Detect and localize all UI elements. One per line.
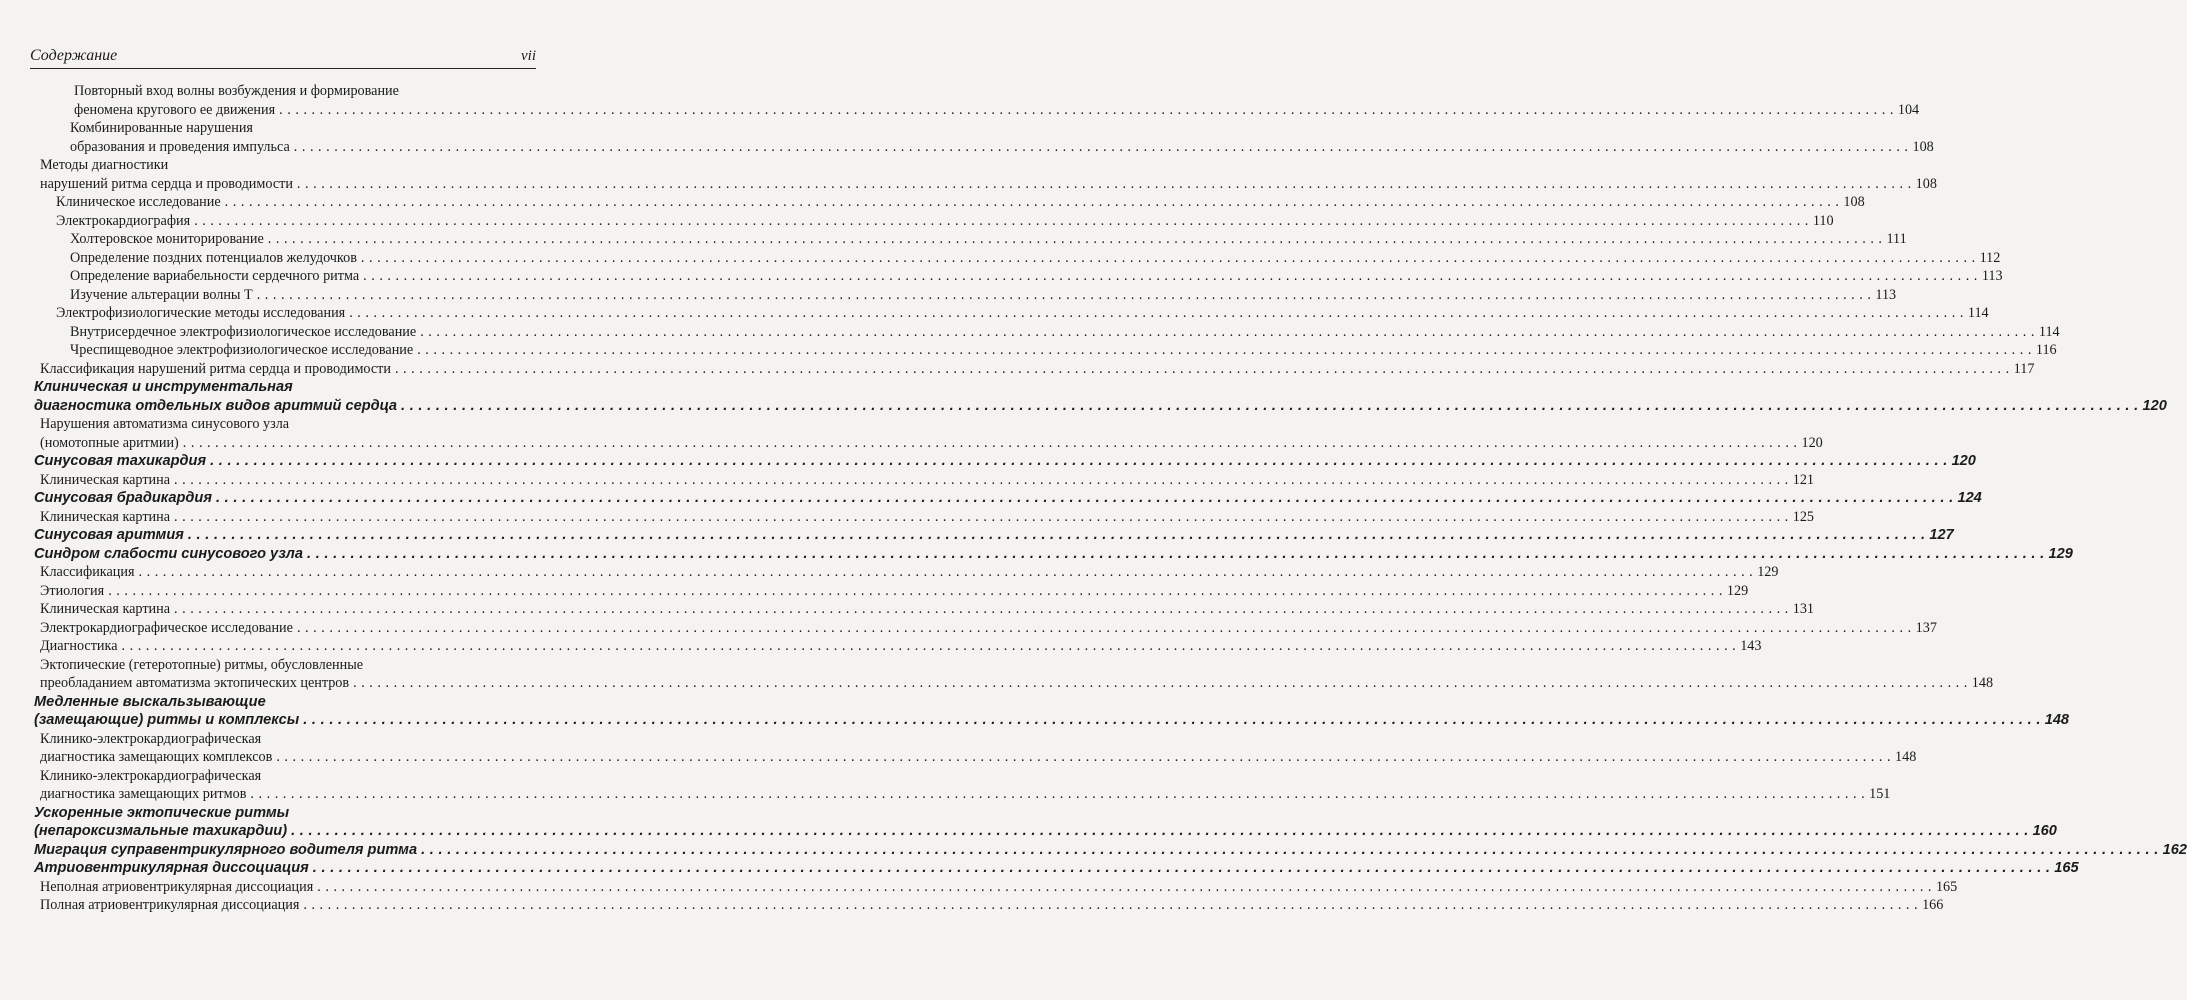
toc-entry-line bbox=[30, 323, 2060, 342]
toc-entry-line bbox=[30, 286, 1897, 305]
dot-leader: . . . . . . . . . . . . . . . . . . . . . . . . . . . . . . . . . . . . . . . . . . . . . . . . . . . . . . . . . . . . . . . . . . . . . . . . . . . . . . . . . . . . . . . . . . . . . . . . . . . . . . . . . . . . . . . . . . . . . . . . . . . . . . . . . . . . . . . . . . . . . . . . . . . . . . . . . . . . . . . . . . . . . . . . . . . . . . . . . . . . . . . . . . . . . . . . . . . . . . . . bbox=[306, 545, 2045, 562]
toc-entry-text: Определение вариабельности сердечного ритма bbox=[70, 268, 360, 284]
dot-leader: . . . . . . . . . . . . . . . . . . . . . . . . . . . . . . . . . . . . . . . . . . . . . . . . . . . . . . . . . . . . . . . . . . . . . . . . . . . . . . . . . . . . . . . . . . . . . . . . . . . . . . . . . . . . . . . . . . . . . . . . . . . . . . . . . . . . . . . . . . . . . . . . . . . . . . . . . . . . . . . . . . . . . . . . . . . . . . . . . . . . . . . . . . . . . . . . . . . . . . . . bbox=[276, 749, 1892, 765]
toc-page-number: 131 bbox=[1792, 601, 1814, 617]
dot-leader: . . . . . . . . . . . . . . . . . . . . . . . . . . . . . . . . . . . . . . . . . . . . . . . . . . . . . . . . . . . . . . . . . . . . . . . . . . . . . . . . . . . . . . . . . . . . . . . . . . . . . . . . . . . . . . . . . . . . . . . . . . . . . . . . . . . . . . . . . . . . . . . . . . . . . . . . . . . . . . . . . . . . . . . . . . . . . . . . . . . . . . . . . . . . . . . . . . . . . . . . bbox=[194, 212, 1809, 229]
toc-entry-line bbox=[30, 175, 1937, 194]
toc-entry-line bbox=[30, 841, 2187, 860]
toc-entry-text: Неполная атриовентрикулярная диссоциация bbox=[40, 878, 314, 895]
toc-entry-line bbox=[30, 748, 1917, 767]
header-title: Содержание bbox=[30, 47, 118, 64]
toc-page-number: 110 bbox=[1812, 212, 1834, 229]
toc-page-number: 108 bbox=[1912, 138, 1934, 155]
toc-entry bbox=[30, 267, 2003, 286]
toc-entry bbox=[30, 563, 1779, 582]
toc-page-number: 113 bbox=[1981, 268, 2003, 284]
toc-entry-text: Клиническая картина bbox=[40, 508, 171, 525]
toc-entry-line bbox=[30, 785, 1891, 804]
toc-entry bbox=[30, 323, 2060, 342]
toc-entry-text: Клиническая и инструментальная bbox=[34, 379, 293, 395]
dot-leader: . . . . . . . . . . . . . . . . . . . . . . . . . . . . . . . . . . . . . . . . . . . . . . . . . . . . . . . . . . . . . . . . . . . . . . . . . . . . . . . . . . . . . . . . . . . . . . . . . . . . . . . . . . . . . . . . . . . . . . . . . . . . . . . . . . . . . . . . . . . . . . . . . . . . . . . . . . . . . . . . . . . . . . . . . . . . . . . . . . . . . . . . . . . . . . . . . . . . . . . . bbox=[420, 323, 2035, 340]
toc-entry-line bbox=[30, 526, 1954, 545]
toc-page-number: 121 bbox=[1792, 471, 1814, 488]
toc-entry-text: Изучение альтерации волны Т bbox=[70, 286, 253, 303]
toc-entry-line bbox=[30, 878, 1958, 897]
running-header bbox=[30, 38, 536, 69]
toc-entry-line bbox=[30, 896, 1944, 915]
toc-section-heading bbox=[30, 526, 1954, 545]
dot-leader: . . . . . . . . . . . . . . . . . . . . . . . . . . . . . . . . . . . . . . . . . . . . . . . . . . . . . . . . . . . . . . . . . . . . . . . . . . . . . . . . . . . . . . . . . . . . . . . . . . . . . . . . . . . . . . . . . . . . . . . . . . . . . . . . . . . . . . . . . . . . . . . . . . . . . . . . . . . . . . . . . . . . . . . . . . . . . . . . . . . . . . . . . . . . . . . . . . . . . . . . bbox=[250, 786, 1866, 802]
toc-entry-text: диагностика замещающих комплексов bbox=[40, 749, 273, 765]
toc-entry-text: (замещающие) ритмы и комплексы bbox=[34, 712, 300, 728]
dot-leader: . . . . . . . . . . . . . . . . . . . . . . . . . . . . . . . . . . . . . . . . . . . . . . . . . . . . . . . . . . . . . . . . . . . . . . . . . . . . . . . . . . . . . . . . . . . . . . . . . . . . . . . . . . . . . . . . . . . . . . . . . . . . . . . . . . . . . . . . . . . . . . . . . . . . . . . . . . . . . . . . . . . . . . . . . . . . . . . . . . . . . . . . . . . . . . . . . . . . . . . . bbox=[312, 860, 2051, 876]
dot-leader: . . . . . . . . . . . . . . . . . . . . . . . . . . . . . . . . . . . . . . . . . . . . . . . . . . . . . . . . . . . . . . . . . . . . . . . . . . . . . . . . . . . . . . . . . . . . . . . . . . . . . . . . . . . . . . . . . . . . . . . . . . . . . . . . . . . . . . . . . . . . . . . . . . . . . . . . . . . . . . . . . . . . . . . . . . . . . . . . . . . . . . . . . . . . . . . . . . . . . . . . bbox=[317, 878, 1932, 895]
toc-entry-text: Диагностика bbox=[40, 638, 118, 654]
dot-leader: . . . . . . . . . . . . . . . . . . . . . . . . . . . . . . . . . . . . . . . . . . . . . . . . . . . . . . . . . . . . . . . . . . . . . . . . . . . . . . . . . . . . . . . . . . . . . . . . . . . . . . . . . . . . . . . . . . . . . . . . . . . . . . . . . . . . . . . . . . . . . . . . . . . . . . . . . . . . . . . . . . . . . . . . . . . . . . . . . . . . . . . . . . . . . . . . . . . . . . . . bbox=[108, 582, 1723, 599]
toc-entry bbox=[30, 193, 1865, 212]
dot-leader: . . . . . . . . . . . . . . . . . . . . . . . . . . . . . . . . . . . . . . . . . . . . . . . . . . . . . . . . . . . . . . . . . . . . . . . . . . . . . . . . . . . . . . . . . . . . . . . . . . . . . . . . . . . . . . . . . . . . . . . . . . . . . . . . . . . . . . . . . . . . . . . . . . . . . . . . . . . . . . . . . . . . . . . . . . . . . . . . . . . . . . . . . . . . . . . . . . . . . . . . bbox=[303, 712, 2041, 728]
toc-entry-text: Классификация нарушений ритма сердца и проводимости bbox=[40, 360, 391, 377]
dot-leader: . . . . . . . . . . . . . . . . . . . . . . . . . . . . . . . . . . . . . . . . . . . . . . . . . . . . . . . . . . . . . . . . . . . . . . . . . . . . . . . . . . . . . . . . . . . . . . . . . . . . . . . . . . . . . . . . . . . . . . . . . . . . . . . . . . . . . . . . . . . . . . . . . . . . . . . . . . . . . . . . . . . . . . . . . . . . . . . . . . . . . . . . . . . . . . . . . . . . . . . . bbox=[174, 601, 1789, 617]
dot-leader: . . . . . . . . . . . . . . . . . . . . . . . . . . . . . . . . . . . . . . . . . . . . . . . . . . . . . . . . . . . . . . . . . . . . . . . . . . . . . . . . . . . . . . . . . . . . . . . . . . . . . . . . . . . . . . . . . . . . . . . . . . . . . . . . . . . . . . . . . . . . . . . . . . . . . . . . . . . . . . . . . . . . . . . . . . . . . . . . . . . . . . . . . . . . . . . . . . . . . . . . bbox=[279, 101, 1894, 118]
dot-leader: . . . . . . . . . . . . . . . . . . . . . . . . . . . . . . . . . . . . . . . . . . . . . . . . . . . . . . . . . . . . . . . . . . . . . . . . . . . . . . . . . . . . . . . . . . . . . . . . . . . . . . . . . . . . . . . . . . . . . . . . . . . . . . . . . . . . . . . . . . . . . . . . . . . . . . . . . . . . . . . . . . . . . . . . . . . . . . . . . . . . . . . . . . . . . . . . . . . . . . . . bbox=[256, 286, 1872, 303]
toc-entry-text: Клиническая картина bbox=[40, 471, 171, 488]
dot-leader: . . . . . . . . . . . . . . . . . . . . . . . . . . . . . . . . . . . . . . . . . . . . . . . . . . . . . . . . . . . . . . . . . . . . . . . . . . . . . . . . . . . . . . . . . . . . . . . . . . . . . . . . . . . . . . . . . . . . . . . . . . . . . . . . . . . . . . . . . . . . . . . . . . . . . . . . . . . . . . . . . . . . . . . . . . . . . . . . . . . . . . . . . . . . . . . . . . . . . . . . bbox=[353, 675, 1968, 691]
toc-entry-text: Чреспищеводное электрофизиологическое исследование bbox=[70, 342, 414, 358]
dot-leader: . . . . . . . . . . . . . . . . . . . . . . . . . . . . . . . . . . . . . . . . . . . . . . . . . . . . . . . . . . . . . . . . . . . . . . . . . . . . . . . . . . . . . . . . . . . . . . . . . . . . . . . . . . . . . . . . . . . . . . . . . . . . . . . . . . . . . . . . . . . . . . . . . . . . . . . . . . . . . . . . . . . . . . . . . . . . . . . . . . . . . . . . . . . . . . . . . . . . . . . . bbox=[303, 897, 1919, 913]
dot-leader: . . . . . . . . . . . . . . . . . . . . . . . . . . . . . . . . . . . . . . . . . . . . . . . . . . . . . . . . . . . . . . . . . . . . . . . . . . . . . . . . . . . . . . . . . . . . . . . . . . . . . . . . . . . . . . . . . . . . . . . . . . . . . . . . . . . . . . . . . . . . . . . . . . . . . . . . . . . . . . . . . . . . . . . . . . . . . . . . . . . . . . . . . . . . . . . . . . . . . . . . bbox=[363, 268, 1978, 284]
toc-entry bbox=[30, 304, 1989, 323]
toc-section-heading bbox=[30, 841, 2187, 860]
toc-page-number: 165 bbox=[2054, 860, 2079, 876]
toc-section-heading bbox=[30, 859, 2079, 878]
toc-page-number: 148 bbox=[1971, 675, 1994, 691]
dot-leader: . . . . . . . . . . . . . . . . . . . . . . . . . . . . . . . . . . . . . . . . . . . . . . . . . . . . . . . . . . . . . . . . . . . . . . . . . . . . . . . . . . . . . . . . . . . . . . . . . . . . . . . . . . . . . . . . . . . . . . . . . . . . . . . . . . . . . . . . . . . . . . . . . . . . . . . . . . . . . . . . . . . . . . . . . . . . . . . . . . . . . . . . . . . . . . . . . . . . . . . . bbox=[401, 397, 2139, 414]
toc-entry bbox=[30, 415, 1823, 452]
toc-entry-text: Электрокардиография bbox=[56, 212, 191, 229]
toc-page-number: 151 bbox=[1869, 786, 1891, 802]
toc-entry-text: Синдром слабости синусового узла bbox=[34, 545, 303, 562]
toc-page-number: 148 bbox=[1895, 749, 1917, 765]
toc-page-number: 160 bbox=[2032, 823, 2057, 839]
dot-leader: . . . . . . . . . . . . . . . . . . . . . . . . . . . . . . . . . . . . . . . . . . . . . . . . . . . . . . . . . . . . . . . . . . . . . . . . . . . . . . . . . . . . . . . . . . . . . . . . . . . . . . . . . . . . . . . . . . . . . . . . . . . . . . . . . . . . . . . . . . . . . . . . . . . . . . . . . . . . . . . . . . . . . . . . . . . . . . . . . . . . . . . . . . . . . . . . . . . . . . . . bbox=[182, 434, 1798, 451]
toc-entry bbox=[30, 119, 1934, 156]
toc-entry-line bbox=[30, 582, 1749, 601]
toc-entry-text: Повторный вход волны возбуждения и формирование bbox=[74, 83, 399, 99]
toc-entry-line bbox=[30, 822, 2057, 841]
toc-entry-text: Электрокардиографическое исследование bbox=[40, 619, 293, 636]
toc-page-number: 148 bbox=[2044, 712, 2070, 728]
toc-entry-text: нарушений ритма сердца и проводимости bbox=[40, 175, 293, 192]
dot-leader: . . . . . . . . . . . . . . . . . . . . . . . . . . . . . . . . . . . . . . . . . . . . . . . . . . . . . . . . . . . . . . . . . . . . . . . . . . . . . . . . . . . . . . . . . . . . . . . . . . . . . . . . . . . . . . . . . . . . . . . . . . . . . . . . . . . . . . . . . . . . . . . . . . . . . . . . . . . . . . . . . . . . . . . . . . . . . . . . . . . . . . . . . . . . . . . . . . . . . . . . bbox=[215, 490, 1954, 506]
toc-entry bbox=[30, 82, 1920, 119]
toc-page-number: 165 bbox=[1935, 878, 1958, 895]
dot-leader: . . . . . . . . . . . . . . . . . . . . . . . . . . . . . . . . . . . . . . . . . . . . . . . . . . . . . . . . . . . . . . . . . . . . . . . . . . . . . . . . . . . . . . . . . . . . . . . . . . . . . . . . . . . . . . . . . . . . . . . . . . . . . . . . . . . . . . . . . . . . . . . . . . . . . . . . . . . . . . . . . . . . . . . . . . . . . . . . . . . . . . . . . . . . . . . . . . . . . . . . bbox=[174, 471, 1789, 488]
toc-entry-line bbox=[30, 711, 2070, 730]
toc-section-heading bbox=[30, 378, 2167, 415]
dot-leader: . . . . . . . . . . . . . . . . . . . . . . . . . . . . . . . . . . . . . . . . . . . . . . . . . . . . . . . . . . . . . . . . . . . . . . . . . . . . . . . . . . . . . . . . . . . . . . . . . . . . . . . . . . . . . . . . . . . . . . . . . . . . . . . . . . . . . . . . . . . . . . . . . . . . . . . . . . . . . . . . . . . . . . . . . . . . . . . . . . . . . . . . . . . . . . . . . . . . . . . . bbox=[187, 527, 1926, 543]
toc-entry-line bbox=[30, 471, 1814, 490]
toc-entry bbox=[30, 637, 1762, 656]
toc-entry-line bbox=[30, 545, 2073, 564]
header-page-number: vii bbox=[521, 48, 536, 64]
toc-entry bbox=[30, 360, 2035, 379]
toc-page-number: 129 bbox=[2048, 545, 2073, 562]
toc-section-heading bbox=[30, 489, 1982, 508]
toc-entry-line bbox=[30, 508, 1814, 527]
toc-entry-text: Клиническое исследование bbox=[56, 194, 221, 210]
toc-entry-line bbox=[30, 637, 1762, 656]
toc-page-number: 129 bbox=[1726, 582, 1749, 599]
toc-section-heading bbox=[30, 693, 2070, 730]
toc-page-number: 129 bbox=[1757, 564, 1779, 580]
toc-page-number: 125 bbox=[1792, 508, 1814, 525]
toc-page-number: 120 bbox=[1801, 434, 1823, 451]
toc-entry-text: Атриовентрикулярная диссоциация bbox=[34, 860, 309, 876]
toc-page-number: 114 bbox=[1967, 305, 1989, 321]
toc-entry bbox=[30, 471, 1814, 490]
toc-page-number: 117 bbox=[2013, 360, 2035, 377]
toc-entry-line bbox=[30, 600, 1814, 619]
toc-page-number: 137 bbox=[1915, 619, 1937, 636]
table-of-contents bbox=[30, 82, 2187, 915]
toc-entry-text: Внутрисердечное электрофизиологическое исследование bbox=[70, 323, 417, 340]
toc-entry bbox=[30, 896, 1944, 915]
toc-section-heading bbox=[30, 804, 2057, 841]
dot-leader: . . . . . . . . . . . . . . . . . . . . . . . . . . . . . . . . . . . . . . . . . . . . . . . . . . . . . . . . . . . . . . . . . . . . . . . . . . . . . . . . . . . . . . . . . . . . . . . . . . . . . . . . . . . . . . . . . . . . . . . . . . . . . . . . . . . . . . . . . . . . . . . . . . . . . . . . . . . . . . . . . . . . . . . . . . . . . . . . . . . . . . . . . . . . . . . . . . . . . . . . bbox=[174, 508, 1789, 525]
toc-page-number: 111 bbox=[1886, 231, 1907, 247]
toc-page-number: 120 bbox=[2142, 397, 2167, 414]
toc-entry-text: диагностика отдельных видов аритмий сердца bbox=[34, 397, 397, 414]
toc-entry bbox=[30, 230, 1907, 249]
dot-leader: . . . . . . . . . . . . . . . . . . . . . . . . . . . . . . . . . . . . . . . . . . . . . . . . . . . . . . . . . . . . . . . . . . . . . . . . . . . . . . . . . . . . . . . . . . . . . . . . . . . . . . . . . . . . . . . . . . . . . . . . . . . . . . . . . . . . . . . . . . . . . . . . . . . . . . . . . . . . . . . . . . . . . . . . . . . . . . . . . . . . . . . . . . . . . . . . . . . . . . . . bbox=[394, 360, 2010, 377]
toc-entry-line bbox=[30, 360, 2035, 379]
toc-entry-text: Нарушения автоматизма синусового узла bbox=[40, 416, 290, 432]
toc-page-number: 113 bbox=[1875, 286, 1897, 303]
toc-entry-text: Комбинированные нарушения bbox=[70, 120, 253, 136]
toc-entry-text: преобладанием автоматизма эктопических центров bbox=[40, 675, 350, 691]
toc-entry bbox=[30, 341, 2057, 360]
toc-section-heading bbox=[30, 452, 1976, 471]
dot-leader: . . . . . . . . . . . . . . . . . . . . . . . . . . . . . . . . . . . . . . . . . . . . . . . . . . . . . . . . . . . . . . . . . . . . . . . . . . . . . . . . . . . . . . . . . . . . . . . . . . . . . . . . . . . . . . . . . . . . . . . . . . . . . . . . . . . . . . . . . . . . . . . . . . . . . . . . . . . . . . . . . . . . . . . . . . . . . . . . . . . . . . . . . . . . . . . . . . . . . . . . bbox=[417, 342, 2032, 358]
dot-leader: . . . . . . . . . . . . . . . . . . . . . . . . . . . . . . . . . . . . . . . . . . . . . . . . . . . . . . . . . . . . . . . . . . . . . . . . . . . . . . . . . . . . . . . . . . . . . . . . . . . . . . . . . . . . . . . . . . . . . . . . . . . . . . . . . . . . . . . . . . . . . . . . . . . . . . . . . . . . . . . . . . . . . . . . . . . . . . . . . . . . . . . . . . . . . . . . . . . . . . . . bbox=[360, 249, 1976, 266]
toc-page-number: 112 bbox=[1979, 249, 2001, 266]
toc-page-number: 108 bbox=[1843, 194, 1865, 210]
dot-leader: . . . . . . . . . . . . . . . . . . . . . . . . . . . . . . . . . . . . . . . . . . . . . . . . . . . . . . . . . . . . . . . . . . . . . . . . . . . . . . . . . . . . . . . . . . . . . . . . . . . . . . . . . . . . . . . . . . . . . . . . . . . . . . . . . . . . . . . . . . . . . . . . . . . . . . . . . . . . . . . . . . . . . . . . . . . . . . . . . . . . . . . . . . . . . . . . . . . . . . . . bbox=[296, 175, 1912, 192]
toc-entry bbox=[30, 619, 1937, 638]
toc-entry-text: Этиология bbox=[40, 582, 105, 599]
toc-entry-text: Синусовая аритмия bbox=[34, 527, 184, 543]
toc-page-number: 104 bbox=[1897, 101, 1920, 118]
toc-entry bbox=[30, 656, 1994, 693]
toc-entry-text: Клинико-электрокардиографическая bbox=[40, 730, 262, 747]
toc-entry-text: Клинико-электрокардиографическая bbox=[40, 767, 262, 784]
toc-entry bbox=[30, 508, 1814, 527]
dot-leader: . . . . . . . . . . . . . . . . . . . . . . . . . . . . . . . . . . . . . . . . . . . . . . . . . . . . . . . . . . . . . . . . . . . . . . . . . . . . . . . . . . . . . . . . . . . . . . . . . . . . . . . . . . . . . . . . . . . . . . . . . . . . . . . . . . . . . . . . . . . . . . . . . . . . . . . . . . . . . . . . . . . . . . . . . . . . . . . . . . . . . . . . . . . . . . . . . . . . . . . . bbox=[296, 619, 1912, 636]
toc-entry bbox=[30, 878, 1958, 897]
toc-entry bbox=[30, 767, 1891, 804]
toc-section-heading bbox=[30, 545, 2073, 564]
toc-entry-line bbox=[30, 619, 1937, 638]
dot-leader: . . . . . . . . . . . . . . . . . . . . . . . . . . . . . . . . . . . . . . . . . . . . . . . . . . . . . . . . . . . . . . . . . . . . . . . . . . . . . . . . . . . . . . . . . . . . . . . . . . . . . . . . . . . . . . . . . . . . . . . . . . . . . . . . . . . . . . . . . . . . . . . . . . . . . . . . . . . . . . . . . . . . . . . . . . . . . . . . . . . . . . . . . . . . . . . . . . . . . . . . bbox=[224, 194, 1840, 210]
toc-page-number: 166 bbox=[1922, 897, 1944, 913]
toc-entry-line bbox=[30, 434, 1823, 453]
toc-entry-line bbox=[30, 138, 1934, 157]
toc-entry bbox=[30, 582, 1749, 601]
toc-entry-line bbox=[30, 212, 1834, 231]
toc-entry-line bbox=[30, 563, 1779, 582]
toc-entry-text: (номотопные аритмии) bbox=[40, 434, 179, 451]
toc-entry-text: Синусовая брадикардия bbox=[34, 490, 212, 506]
toc-entry-text: Клиническая картина bbox=[40, 601, 171, 617]
toc-entry-text: Медленные выскальзывающие bbox=[34, 693, 266, 710]
toc-page-number: 114 bbox=[2038, 323, 2060, 340]
toc-entry-text: феномена кругового ее движения bbox=[74, 101, 276, 118]
toc-page-number: 120 bbox=[1951, 453, 1976, 469]
toc-entry bbox=[30, 600, 1814, 619]
toc-entry-text: образования и проведения импульса bbox=[70, 138, 290, 155]
toc-entry bbox=[30, 730, 1917, 767]
toc-entry bbox=[30, 286, 1897, 305]
toc-entry-text: Ускоренные эктопические ритмы bbox=[34, 804, 290, 821]
toc-page-number: 162 bbox=[2162, 841, 2187, 858]
toc-entry-text: диагностика замещающих ритмов bbox=[40, 786, 247, 802]
toc-entry-text: Полная атриовентрикулярная диссоциация bbox=[40, 897, 300, 913]
toc-entry-line bbox=[30, 267, 2003, 286]
toc-entry-text: Определение поздних потенциалов желудочков bbox=[70, 249, 357, 266]
toc-page-number: 127 bbox=[1929, 527, 1954, 543]
toc-entry-text: (непароксизмальные тахикардии) bbox=[34, 823, 288, 839]
toc-entry-line bbox=[30, 304, 1989, 323]
toc-entry bbox=[30, 249, 2001, 268]
toc-entry bbox=[30, 212, 1834, 231]
toc-entry-line bbox=[30, 249, 2001, 268]
toc-entry-text: Холтеровское мониторирование bbox=[70, 231, 264, 247]
toc-entry-text: Эктопические (гетеротопные) ритмы, обусловленные bbox=[40, 656, 364, 673]
toc-entry bbox=[30, 156, 1937, 193]
toc-entry-line bbox=[30, 341, 2057, 360]
dot-leader: . . . . . . . . . . . . . . . . . . . . . . . . . . . . . . . . . . . . . . . . . . . . . . . . . . . . . . . . . . . . . . . . . . . . . . . . . . . . . . . . . . . . . . . . . . . . . . . . . . . . . . . . . . . . . . . . . . . . . . . . . . . . . . . . . . . . . . . . . . . . . . . . . . . . . . . . . . . . . . . . . . . . . . . . . . . . . . . . . . . . . . . . . . . . . . . . . . . . . . . . bbox=[349, 305, 1964, 321]
toc-entry-text: Электрофизиологические методы исследования bbox=[56, 305, 346, 321]
toc-entry-line bbox=[30, 452, 1976, 471]
toc-entry-text: Синусовая тахикардия bbox=[34, 453, 207, 469]
toc-page-number: 143 bbox=[1740, 638, 1762, 654]
toc-entry-line bbox=[30, 397, 2167, 416]
toc-entry-line bbox=[30, 674, 1994, 693]
toc-entry-line bbox=[30, 489, 1982, 508]
dot-leader: . . . . . . . . . . . . . . . . . . . . . . . . . . . . . . . . . . . . . . . . . . . . . . . . . . . . . . . . . . . . . . . . . . . . . . . . . . . . . . . . . . . . . . . . . . . . . . . . . . . . . . . . . . . . . . . . . . . . . . . . . . . . . . . . . . . . . . . . . . . . . . . . . . . . . . . . . . . . . . . . . . . . . . . . . . . . . . . . . . . . . . . . . . . . . . . . . . . . . . . . bbox=[210, 453, 1948, 469]
toc-page-number: 108 bbox=[1915, 175, 1937, 192]
toc-entry-text: Классификация bbox=[40, 564, 135, 580]
dot-leader: . . . . . . . . . . . . . . . . . . . . . . . . . . . . . . . . . . . . . . . . . . . . . . . . . . . . . . . . . . . . . . . . . . . . . . . . . . . . . . . . . . . . . . . . . . . . . . . . . . . . . . . . . . . . . . . . . . . . . . . . . . . . . . . . . . . . . . . . . . . . . . . . . . . . . . . . . . . . . . . . . . . . . . . . . . . . . . . . . . . . . . . . . . . . . . . . . . . . . . . . bbox=[267, 231, 1883, 247]
dot-leader: . . . . . . . . . . . . . . . . . . . . . . . . . . . . . . . . . . . . . . . . . . . . . . . . . . . . . . . . . . . . . . . . . . . . . . . . . . . . . . . . . . . . . . . . . . . . . . . . . . . . . . . . . . . . . . . . . . . . . . . . . . . . . . . . . . . . . . . . . . . . . . . . . . . . . . . . . . . . . . . . . . . . . . . . . . . . . . . . . . . . . . . . . . . . . . . . . . . . . . . . bbox=[138, 564, 1754, 580]
toc-entry-line bbox=[30, 859, 2079, 878]
toc-entry-text: Миграция суправентрикулярного водителя ритма bbox=[34, 841, 418, 858]
toc-entry-text: Методы диагностики bbox=[40, 157, 169, 173]
toc-page-number: 116 bbox=[2035, 342, 2057, 358]
dot-leader: . . . . . . . . . . . . . . . . . . . . . . . . . . . . . . . . . . . . . . . . . . . . . . . . . . . . . . . . . . . . . . . . . . . . . . . . . . . . . . . . . . . . . . . . . . . . . . . . . . . . . . . . . . . . . . . . . . . . . . . . . . . . . . . . . . . . . . . . . . . . . . . . . . . . . . . . . . . . . . . . . . . . . . . . . . . . . . . . . . . . . . . . . . . . . . . . . . . . . . . . bbox=[121, 638, 1737, 654]
dot-leader: . . . . . . . . . . . . . . . . . . . . . . . . . . . . . . . . . . . . . . . . . . . . . . . . . . . . . . . . . . . . . . . . . . . . . . . . . . . . . . . . . . . . . . . . . . . . . . . . . . . . . . . . . . . . . . . . . . . . . . . . . . . . . . . . . . . . . . . . . . . . . . . . . . . . . . . . . . . . . . . . . . . . . . . . . . . . . . . . . . . . . . . . . . . . . . . . . . . . . . . . bbox=[293, 138, 1909, 155]
dot-leader: . . . . . . . . . . . . . . . . . . . . . . . . . . . . . . . . . . . . . . . . . . . . . . . . . . . . . . . . . . . . . . . . . . . . . . . . . . . . . . . . . . . . . . . . . . . . . . . . . . . . . . . . . . . . . . . . . . . . . . . . . . . . . . . . . . . . . . . . . . . . . . . . . . . . . . . . . . . . . . . . . . . . . . . . . . . . . . . . . . . . . . . . . . . . . . . . . . . . . . . . bbox=[291, 823, 2029, 839]
toc-entry-line bbox=[30, 193, 1865, 212]
toc-entry-line bbox=[30, 230, 1907, 249]
dot-leader: . . . . . . . . . . . . . . . . . . . . . . . . . . . . . . . . . . . . . . . . . . . . . . . . . . . . . . . . . . . . . . . . . . . . . . . . . . . . . . . . . . . . . . . . . . . . . . . . . . . . . . . . . . . . . . . . . . . . . . . . . . . . . . . . . . . . . . . . . . . . . . . . . . . . . . . . . . . . . . . . . . . . . . . . . . . . . . . . . . . . . . . . . . . . . . . . . . . . . . . . bbox=[421, 841, 2159, 858]
toc-entry-line bbox=[30, 101, 1920, 120]
toc-page-number: 124 bbox=[1957, 490, 1982, 506]
